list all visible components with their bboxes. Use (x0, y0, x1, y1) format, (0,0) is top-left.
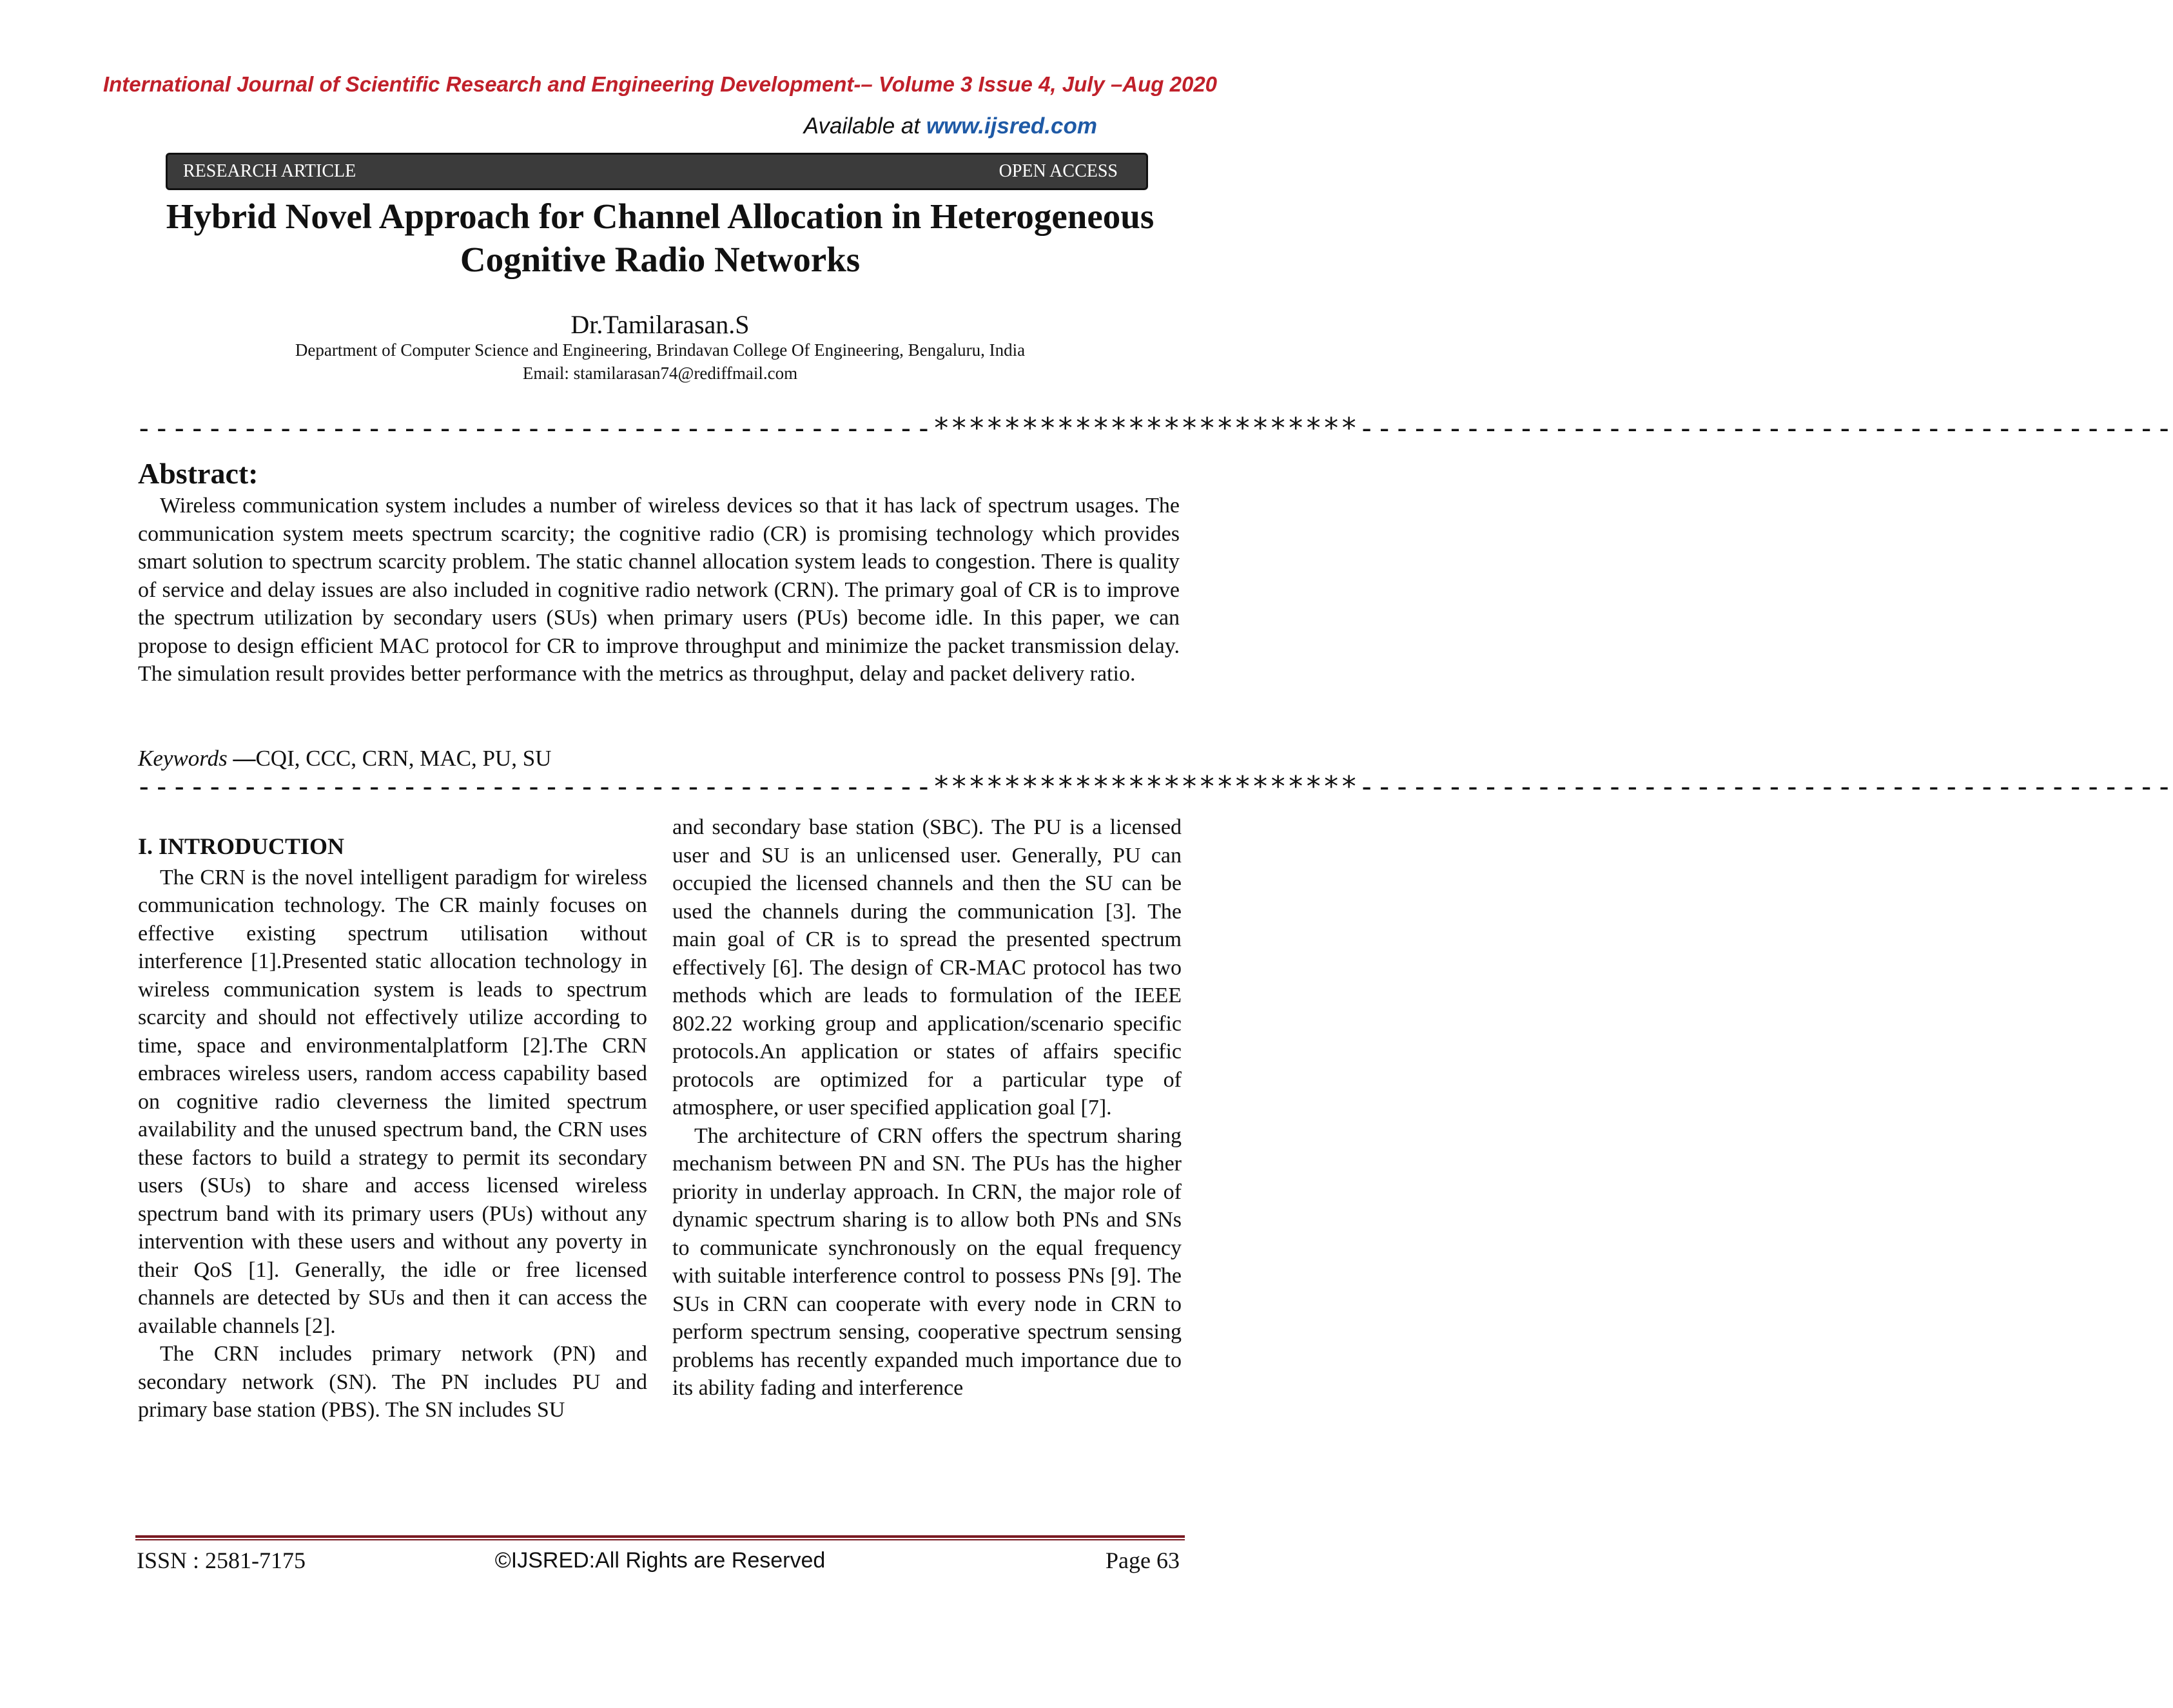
footer-page-number: Page 63 (1106, 1548, 1180, 1573)
available-prefix: Available at (803, 113, 926, 139)
right-column (672, 813, 1182, 1402)
author-affiliation: Department of Computer Science and Engineering, Brindavan College Of Engineering, Bengaluru, India (295, 340, 1026, 360)
keywords-label: Keywords (138, 746, 228, 771)
left-column (138, 833, 647, 1424)
open-access-label: OPEN ACCESS (999, 161, 1118, 181)
abstract-heading: Abstract: (138, 457, 258, 490)
title-line-1: Hybrid Novel Approach for Channel Allocation in Heterogeneous (166, 197, 1155, 236)
intro-paragraph-1: The CRN is the novel intelligent paradigm for wireless communication technology. The CR mainly focuses on effective existing spectrum utilisation without interference [1].Presented static allocation technology in wireless communication system is leads to spectrum scarcity and should not effectively utilize according to time, space and environmentalplatform [2].The CRN embraces wireless users, random access capability based on cognitive radio cleverness the limited spectrum availability and the unused spectrum band, the CRN uses these factors to build a strategy to permit its secondary users (SUs) to share and access licensed wireless spectrum band with its primary users (PUs) without any intervention with these users and without any poverty in their QoS [1]. Generally, the idle or free licensed channels are detected by SUs and then it can access the available channels [2]. (138, 865, 647, 1338)
separator-bottom: ---------------------------------------------************************---------------------------------------------- (135, 770, 2173, 803)
footer-copyright: ©IJSRED:All Rights are Reserved (494, 1548, 826, 1573)
keywords-dash: — (227, 746, 256, 771)
abstract-text: Wireless communication system includes a number of wireless devices so that it has lack of spectrum usages. The communication system meets spectrum scarcity; the cognitive radio (CR) is promising technology which provides smart solution to spectrum scarcity problem. The static channel allocation system leads to congestion. There is quality of service and delay issues are also included in cognitive radio network (CRN). The primary goal of CR is to improve the spectrum utilization by secondary users (SUs) when primary users (PUs) become idle. In this paper, we can propose to design efficient MAC protocol for CR to improve throughput and minimize the packet transmission delay. The simulation result provides better performance with the metrics as throughput, delay and packet delivery ratio. (138, 494, 1180, 686)
title-line-2: Cognitive Radio Networks (460, 240, 861, 279)
availability-line (804, 113, 1097, 139)
footer-rule (135, 1535, 1185, 1538)
separator-top: ---------------------------------------------************************---------------------------------------------- (135, 412, 2173, 445)
article-type-banner (166, 153, 1148, 190)
intro-paragraph-2: The CRN includes primary network (PN) and secondary network (SN). The PN includes PU and primary base station (PBS). The SN includes SU (138, 1342, 647, 1422)
intro-paragraph-3: The architecture of CRN offers the spectrum sharing mechanism between PN and SN. The PUs has the higher priority in underlay approach. In CRN, the major role of dynamic spectrum sharing is to allow both PNs and SNs to communicate synchronously on the equal frequency with suitable interference control to possess PNs [9]. The SUs in CRN can cooperate with every node in CRN to perform spectrum sensing, cooperative spectrum sensing problems has recently expanded much importance due to its ability fading and interference (672, 1123, 1182, 1400)
keywords-values: CQI, CCC, CRN, MAC, PU, SU (255, 746, 552, 771)
footer-issn: ISSN : 2581-7175 (137, 1548, 306, 1573)
journal-url-link[interactable]: www.ijsred.com (926, 113, 1097, 139)
author-name: Dr.Tamilarasan.S (570, 310, 750, 339)
footer-rule-thin (135, 1539, 1185, 1540)
introduction-heading: I. INTRODUCTION (138, 833, 345, 859)
paper-title (116, 195, 1204, 281)
intro-paragraph-2-continued: and secondary base station (SBC). The PU is a licensed user and SU is an unlicensed user. Generally, PU can occupied the licensed channels and then the SU can be used the channels during the communication [3]. The main goal of CR is to spread the presented spectrum effectively [6]. The design of CR-MAC protocol has two methods which are leads to formulation of the IEEE 802.22 working group and application/scenario specific protocols.An application or states of affairs specific protocols are optimized for a particular type of atmosphere, or user specified application goal [7]. (672, 815, 1182, 1120)
author-email: Email: stamilarasan74@rediffmail.com (522, 364, 798, 383)
research-article-label: RESEARCH ARTICLE (183, 161, 356, 181)
journal-header: International Journal of Scientific Research and Engineering Development-– Volume 3 Issue 4, July –Aug 2020 (102, 72, 1218, 96)
keywords-line (138, 746, 551, 772)
